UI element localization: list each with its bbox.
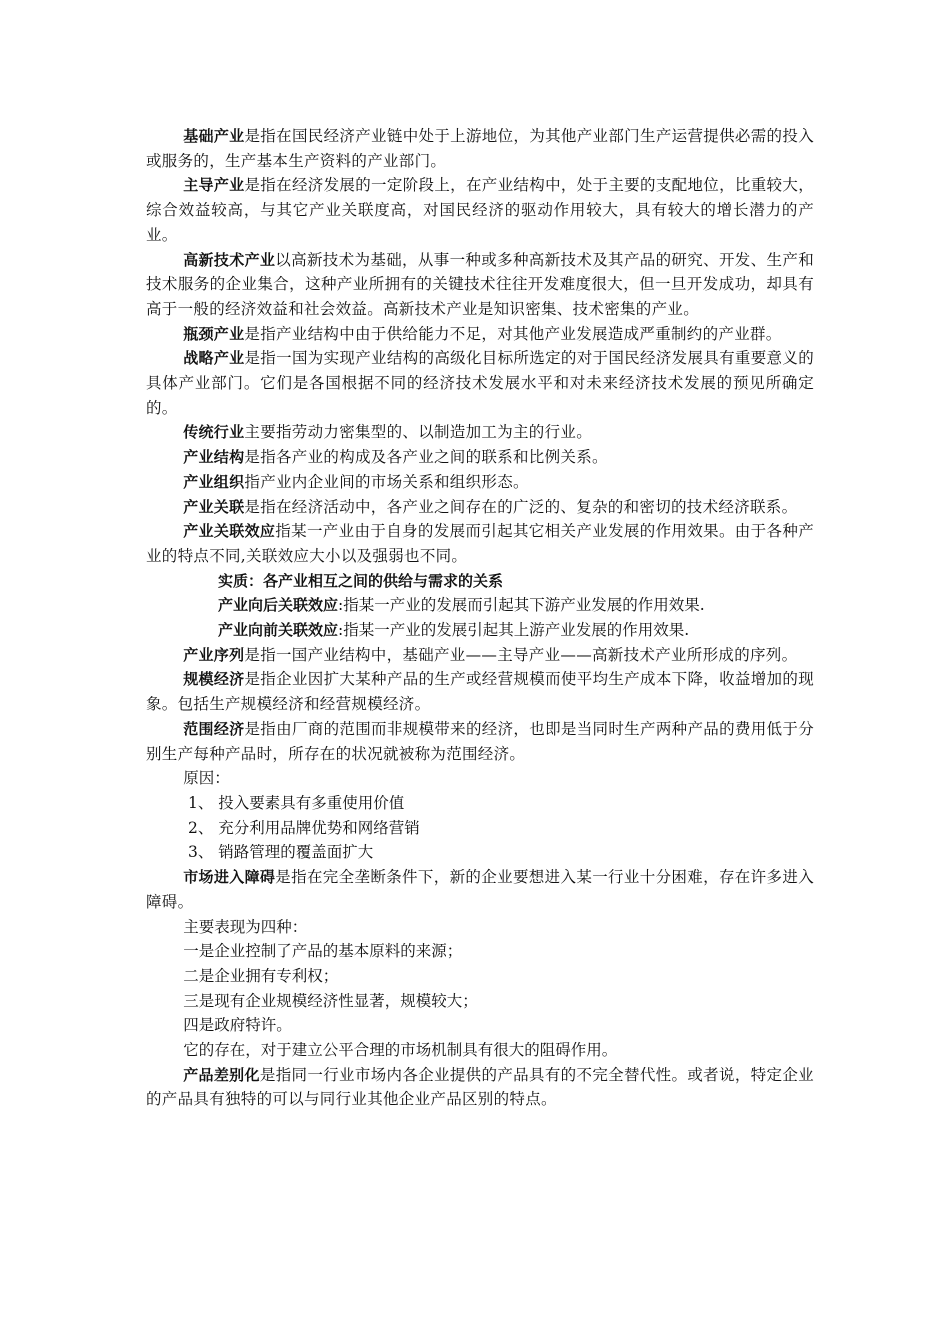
definition-paragraph (146, 322, 814, 347)
term: 高新技术产业 (183, 250, 276, 269)
term: 产品差别化 (183, 1065, 260, 1084)
definition-text: 指某一产业由于自身的发展而引起其它相关产业发展的作用效果。由于各种产业的特点不同,关联效应大小以及强弱也不同。 (146, 522, 814, 565)
list-item: 1、 投入要素具有多重使用价值 (188, 793, 405, 812)
term: 基础产业 (183, 127, 245, 145)
definition-text: 以高新技术为基础，从事一种或多种高新技术及其产品的研究、开发、生产和技术服务的企业集合，这种产业所拥有的关键技术往往开发难度很大，但一旦开发成功，却具有高于一般的经济效益和社会效益。高新技术产业是知识密集、技术密集的产业。 (146, 250, 814, 318)
text-line: 一是企业控制了产品的基本原料的来源； (183, 942, 463, 961)
sub-item (146, 593, 814, 618)
definition-text: 指产业内企业间的市场关系和组织形态。 (244, 472, 529, 491)
sub-item (146, 569, 814, 594)
term: 规模经济 (183, 670, 245, 689)
definition-text: 是指在经济活动中，各产业之间存在的广泛的、复杂的和密切的技术经济联系。 (244, 497, 798, 516)
text-line: 四是政府特许。 (183, 1016, 292, 1035)
definition-paragraph (146, 420, 814, 445)
definition-text: 是指同一行业市场内各企业提供的产品具有的不完全替代性。或者说，特定企业的产品具有独特的可以与同行业其他企业产品区别的特点。 (146, 1065, 814, 1109)
definition-text: 是指一国为实现产业结构的高级化目标所选定的对于国民经济发展具有重要意义的具体产业部门。它们是各国根据不同的经济技术发展水平和对未来经济技术发展的预见所确定的。 (146, 349, 815, 417)
definition-text: 是指各产业的构成及各产业之间的联系和比例关系。 (244, 448, 608, 467)
definition-text: 是指一国产业结构中，基础产业——主导产业——高新技术产业所形成的序列。 (244, 645, 798, 664)
sub-text: :指某一产业的发展引起其上游产业发展的作用效果. (338, 621, 690, 640)
term: 实质：各产业相互之间的供给与需求的关系 (218, 571, 504, 590)
term: 产业向前关联效应 (218, 621, 339, 640)
definition-paragraph (146, 495, 814, 520)
term: 瓶颈产业 (183, 324, 245, 343)
text-line: 二是企业拥有专利权； (183, 966, 339, 985)
text-line: 主要表现为四种： (183, 917, 308, 936)
reasons-label: 原因： (183, 769, 230, 788)
text-line: 它的存在，对于建立公平合理的市场机制具有很大的阻碍作用。 (183, 1041, 618, 1060)
definition-paragraph (146, 643, 814, 668)
term: 产业关联效应 (183, 522, 276, 541)
definition-text: 是指在国民经济产业链中处于上游地位，为其他产业部门生产运营提供必需的投入或服务的，生产基本生产资料的产业部门。 (146, 127, 815, 170)
sub-item (146, 618, 814, 643)
definition-paragraph (146, 1063, 814, 1112)
definition-paragraph (146, 346, 814, 420)
definition-text: 是指在完全垄断条件下，新的企业要想进入某一行业十分困难，存在许多进入障碍。 (146, 868, 814, 911)
definition-paragraph (146, 248, 814, 322)
term: 范围经济 (183, 719, 245, 738)
term: 传统行业 (183, 423, 245, 442)
term: 主导产业 (183, 176, 245, 195)
definition-paragraph (146, 865, 814, 914)
definition-paragraph (146, 519, 814, 568)
document-body (146, 124, 814, 1112)
definition-text: 是指企业因扩大某种产品的生产或经营规模而使平均生产成本下降，收益增加的现象。包括生产规模经济和经营规模经济。 (146, 670, 815, 714)
term: 战略产业 (183, 349, 245, 368)
definition-paragraph (146, 173, 814, 247)
term: 产业组织 (183, 472, 245, 491)
definition-text: 主要指劳动力密集型的、以制造加工为主的行业。 (244, 423, 592, 442)
term: 产业结构 (183, 448, 245, 467)
definition-paragraph (146, 470, 814, 495)
term: 产业序列 (183, 645, 245, 664)
definition-text: 是指由厂商的范围而非规模带来的经济，也即是当同时生产两种产品的费用低于分别生产每种产品时，所存在的状况就被称为范围经济。 (146, 719, 815, 763)
list-item: 2、 充分利用品牌优势和网络营销 (188, 818, 420, 837)
definition-paragraph (146, 445, 814, 470)
definition-paragraph (146, 667, 814, 716)
definition-text: 是指在经济发展的一定阶段上，在产业结构中，处于主要的支配地位，比重较大，综合效益较高，与其它产业关联度高，对国民经济的驱动作用较大，具有较大的增长潜力的产业。 (146, 176, 815, 244)
sub-text: :指某一产业的发展而引起其下游产业发展的作用效果. (338, 596, 705, 615)
term: 产业关联 (183, 497, 245, 516)
definition-paragraph (146, 124, 814, 173)
list-item: 3、 销路管理的覆盖面扩大 (188, 843, 374, 862)
term: 产业向后关联效应 (218, 596, 339, 615)
definition-text: 是指产业结构中由于供给能力不足，对其他产业发展造成严重制约的产业群。 (244, 324, 782, 343)
term: 市场进入障碍 (183, 868, 276, 887)
definition-paragraph (146, 717, 814, 766)
text-line: 三是现有企业规模经济性显著，规模较大； (183, 991, 478, 1010)
